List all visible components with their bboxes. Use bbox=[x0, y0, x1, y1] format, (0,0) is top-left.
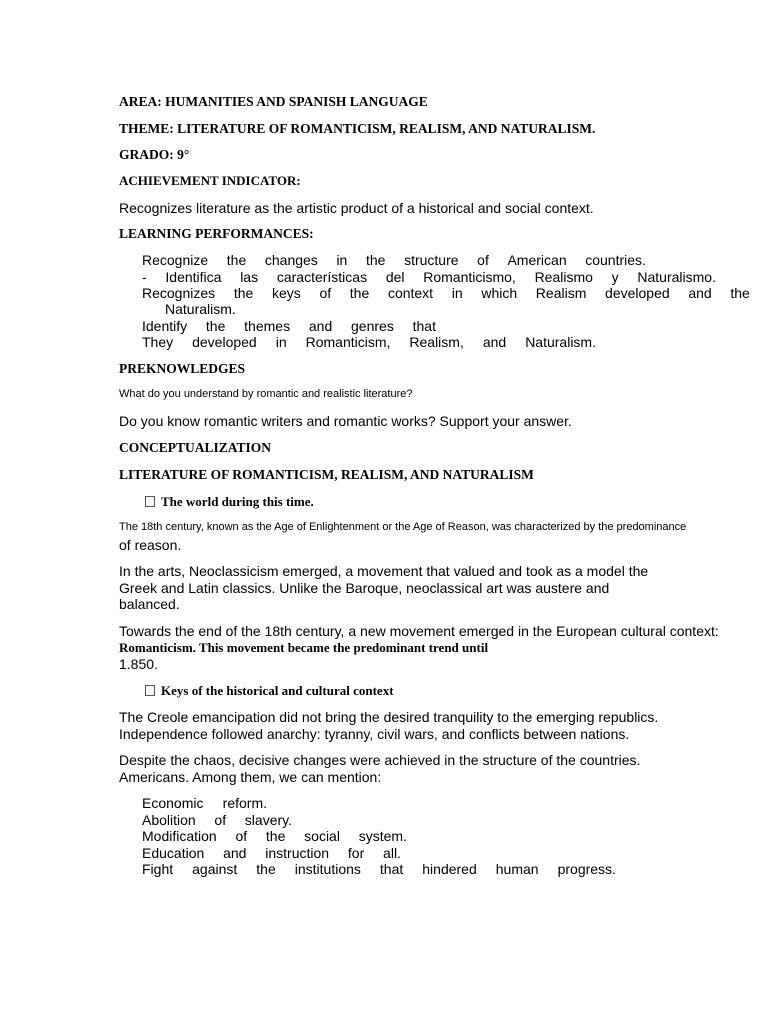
learning-item: They developed in Romanticism, Realism, and Naturalism. bbox=[142, 334, 596, 350]
section-title: LITERATURE OF ROMANTICISM, REALISM, AND NATURALISM bbox=[119, 467, 534, 482]
paragraph-line: Independence followed anarchy: tyranny, civil wars, and conflicts between nations. bbox=[119, 726, 630, 742]
list-item: Economic reform. bbox=[142, 795, 267, 811]
area-heading: AREA: HUMANITIES AND SPANISH LANGUAGE bbox=[119, 94, 428, 109]
paragraph-line: Greek and Latin classics. Unlike the Baroque, neoclassical art was austere and bbox=[119, 580, 610, 596]
world-subheading: The world during this time. bbox=[145, 494, 314, 510]
bullet-icon bbox=[145, 685, 155, 696]
learning-item: Recognizes the keys of the context in which Realism developed and the bbox=[142, 285, 750, 301]
paragraph-line: Despite the chaos, decisive changes were achieved in the structure of the countries. bbox=[119, 752, 641, 768]
achievement-heading: ACHIEVEMENT INDICATOR: bbox=[119, 173, 301, 188]
preknowledge-question: Do you know romantic writers and romantic works? Support your answer. bbox=[119, 413, 572, 429]
learning-heading: LEARNING PERFORMANCES: bbox=[119, 226, 314, 241]
paragraph-line: of reason. bbox=[119, 537, 182, 553]
preknowledge-heading: PREKNOWLEDGES bbox=[119, 361, 246, 376]
learning-item: Identify the themes and genres that bbox=[142, 318, 436, 334]
list-item: Education and instruction for all. bbox=[142, 845, 401, 861]
learning-item-continuation: Naturalism. bbox=[165, 301, 236, 317]
preknowledge-question: What do you understand by romantic and realistic literature? bbox=[119, 388, 413, 400]
paragraph-line: 1.850. bbox=[119, 656, 158, 672]
list-item: Modification of the social system. bbox=[142, 828, 407, 844]
learning-item: - Identifica las características del Romanticismo, Realismo y Naturalismo. bbox=[142, 269, 716, 285]
paragraph-line: Americans. Among them, we can mention: bbox=[119, 769, 382, 785]
theme-heading: THEME: LITERATURE OF ROMANTICISM, REALISM, AND NATURALISM. bbox=[119, 121, 596, 136]
conceptualization-heading: CONCEPTUALIZATION bbox=[119, 440, 272, 455]
paragraph-line: The Creole emancipation did not bring the desired tranquility to the emerging republics. bbox=[119, 709, 659, 725]
paragraph-line: balanced. bbox=[119, 596, 180, 612]
paragraph-line: In the arts, Neoclassicism emerged, a movement that valued and took as a model the bbox=[119, 563, 649, 579]
bullet-icon bbox=[145, 496, 155, 507]
list-item: Fight against the institutions that hindered human progress. bbox=[142, 861, 616, 877]
list-item: Abolition of slavery. bbox=[142, 812, 292, 828]
learning-item: Recognize the changes in the structure of American countries. bbox=[142, 252, 646, 268]
grade-heading: GRADO: 9° bbox=[119, 147, 190, 162]
paragraph-line-bold: Romanticism. This movement became the predominant trend until bbox=[119, 640, 489, 655]
paragraph-line: The 18th century, known as the Age of Enlightenment or the Age of Reason, was characterized by the predominance bbox=[119, 521, 687, 533]
paragraph-line: Towards the end of the 18th century, a new movement emerged in the European cultural context: bbox=[119, 623, 719, 639]
achievement-text: Recognizes literature as the artistic product of a historical and social context. bbox=[119, 200, 594, 216]
keys-subheading: Keys of the historical and cultural context bbox=[145, 683, 394, 699]
